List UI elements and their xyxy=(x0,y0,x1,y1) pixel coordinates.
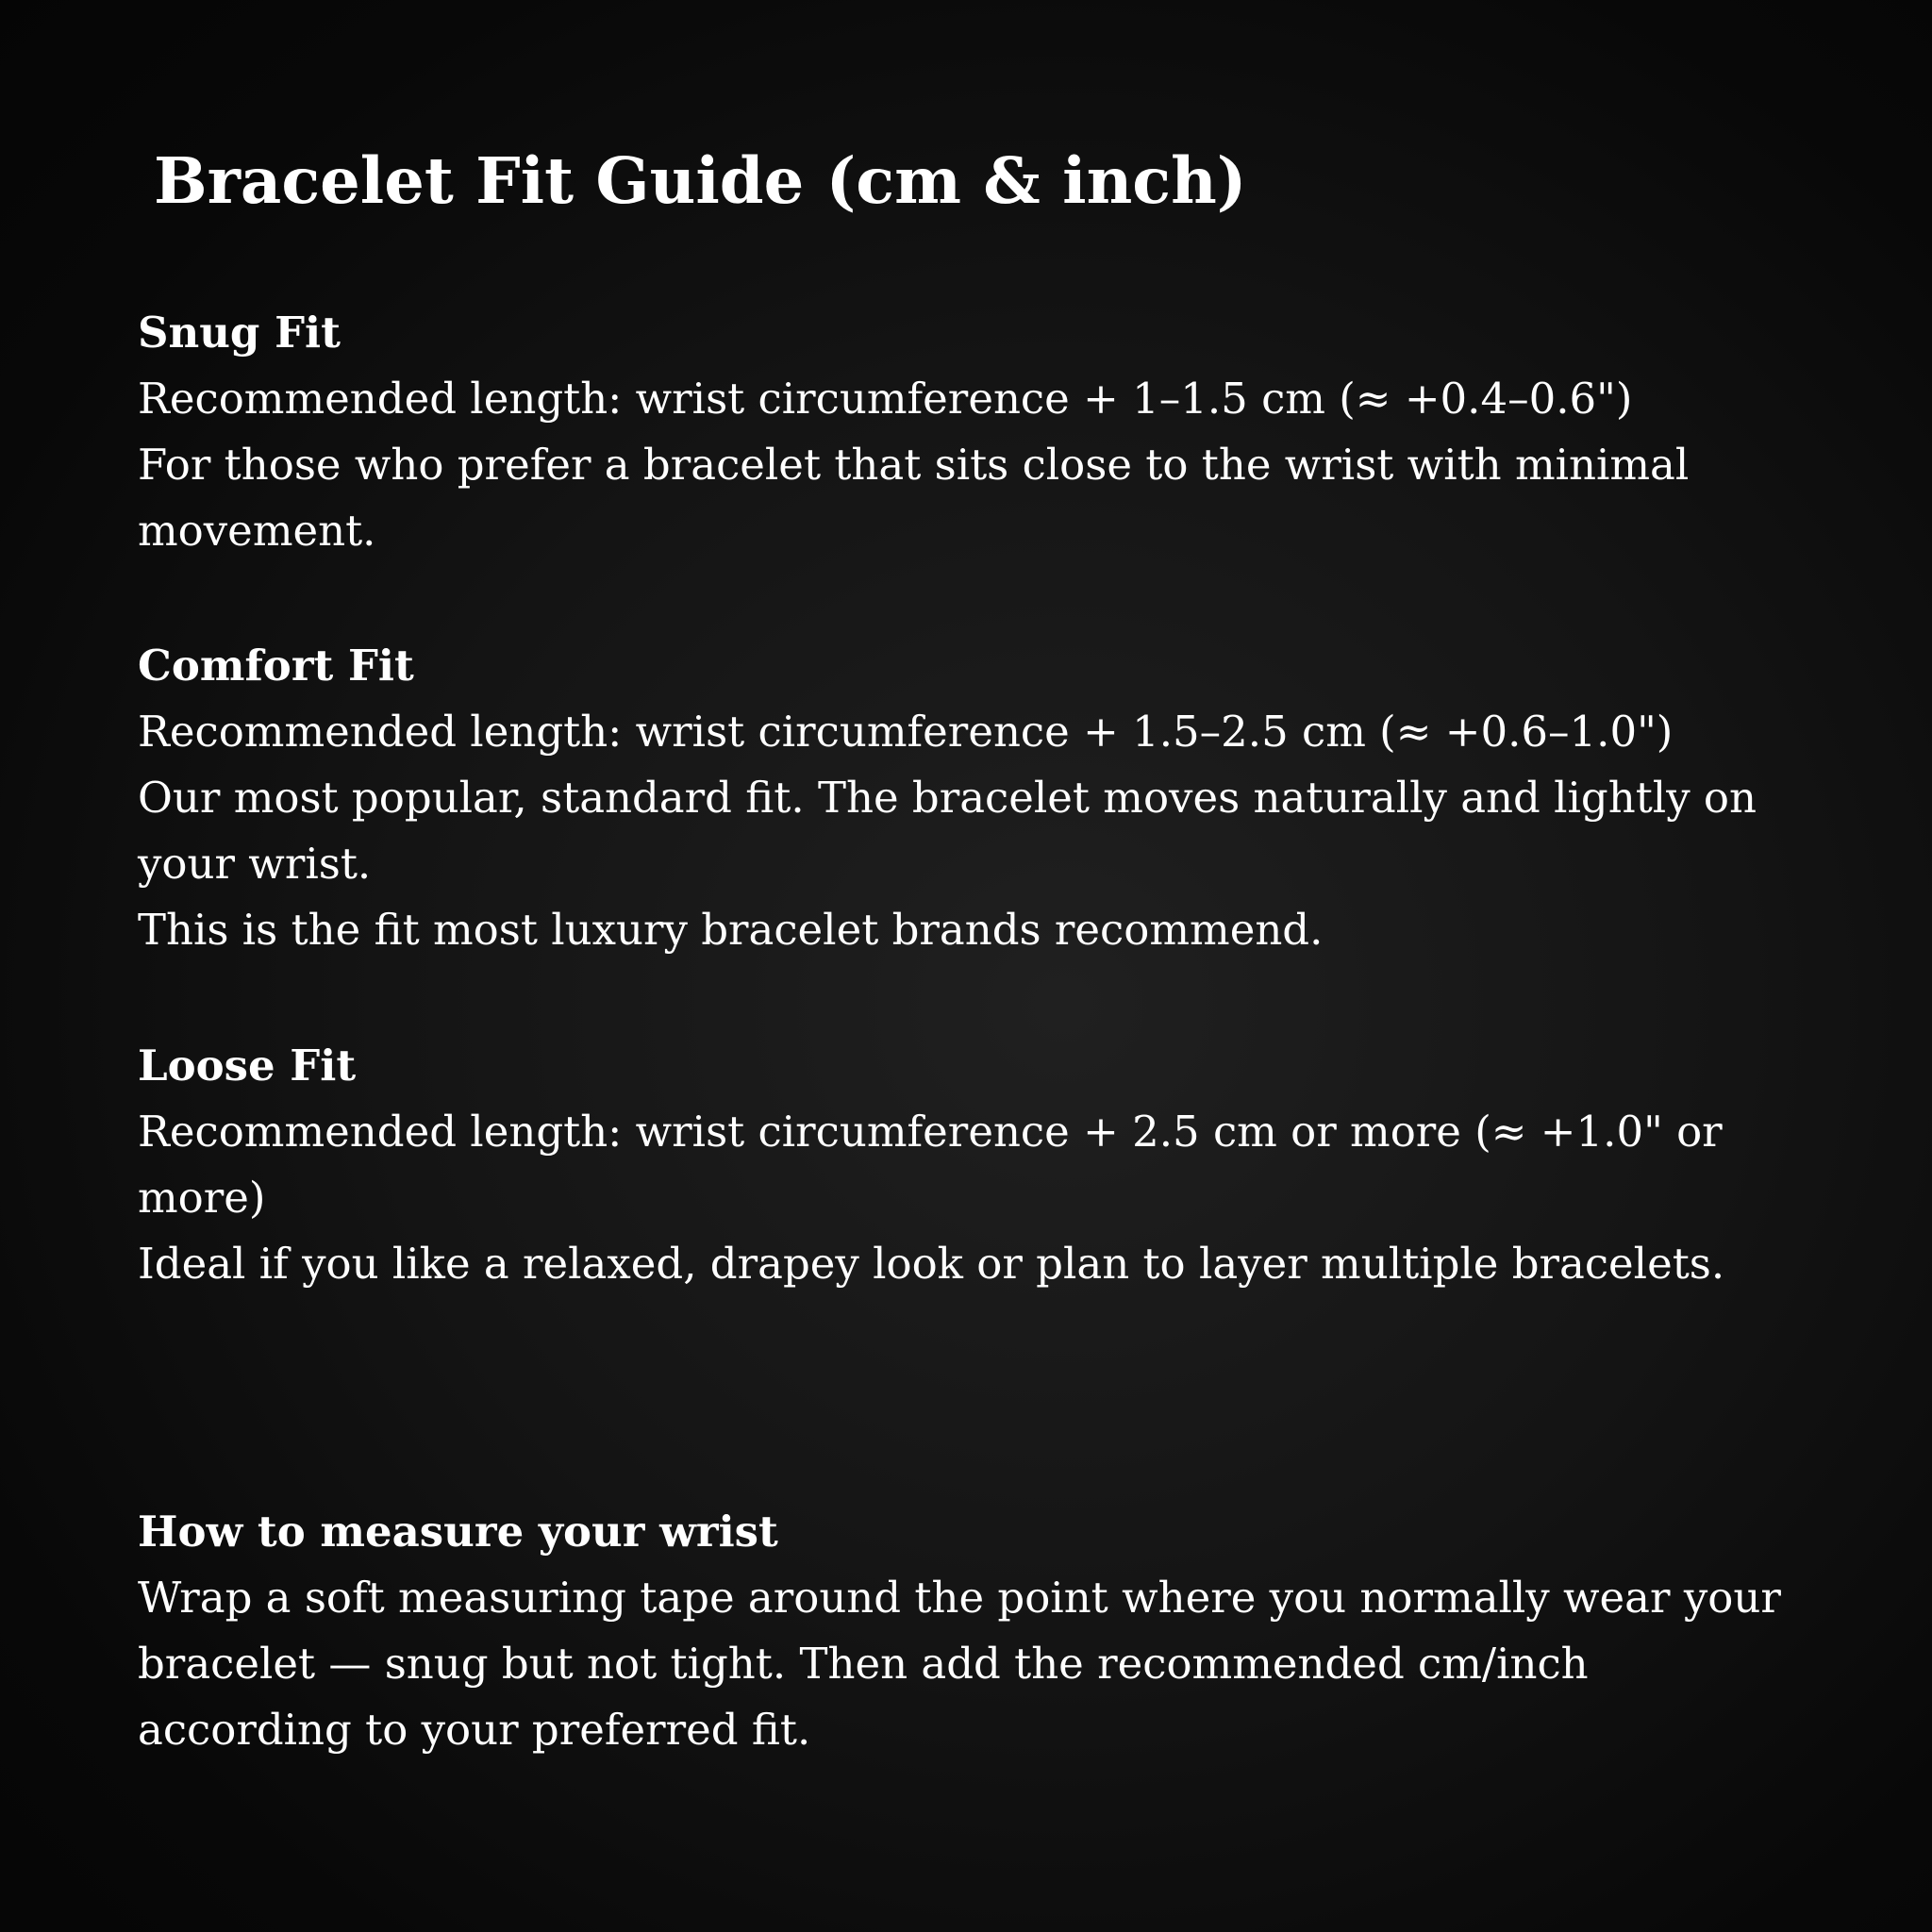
description-text: For those who prefer a bracelet that sits close to the wrist with minimal movement. xyxy=(138,440,1690,556)
section-loose-fit xyxy=(138,1033,1789,1297)
description-text: Ideal if you like a relaxed, drapey look or plan to layer multiple bracelets. xyxy=(138,1239,1725,1289)
section-heading: Loose Fit xyxy=(138,1041,357,1091)
instructions-text: Wrap a soft measuring tape around the point where you normally wear your bracelet — snug but not tight. Then add the recommended cm/inch according to your preferred fit. xyxy=(138,1573,1781,1755)
section-snug-fit xyxy=(138,300,1789,564)
section-heading: Snug Fit xyxy=(138,308,341,358)
page-title: Bracelet Fit Guide (cm & inch) xyxy=(154,143,1247,218)
section-how-to-measure xyxy=(138,1499,1789,1763)
section-heading: Comfort Fit xyxy=(138,641,414,691)
recommended-length-text: Recommended length: wrist circumference + 1–1.5 cm (≈ +0.4–0.6") xyxy=(138,374,1633,424)
note-text: This is the fit most luxury bracelet brands recommend. xyxy=(138,905,1324,955)
recommended-length-text: Recommended length: wrist circumference + 2.5 cm or more (≈ +1.0" or more) xyxy=(138,1107,1723,1223)
recommended-length-text: Recommended length: wrist circumference + 1.5–2.5 cm (≈ +0.6–1.0") xyxy=(138,707,1674,757)
description-text: Our most popular, standard fit. The bracelet moves naturally and lightly on your wrist. xyxy=(138,773,1757,889)
section-comfort-fit xyxy=(138,633,1789,963)
section-heading: How to measure your wrist xyxy=(138,1507,778,1557)
